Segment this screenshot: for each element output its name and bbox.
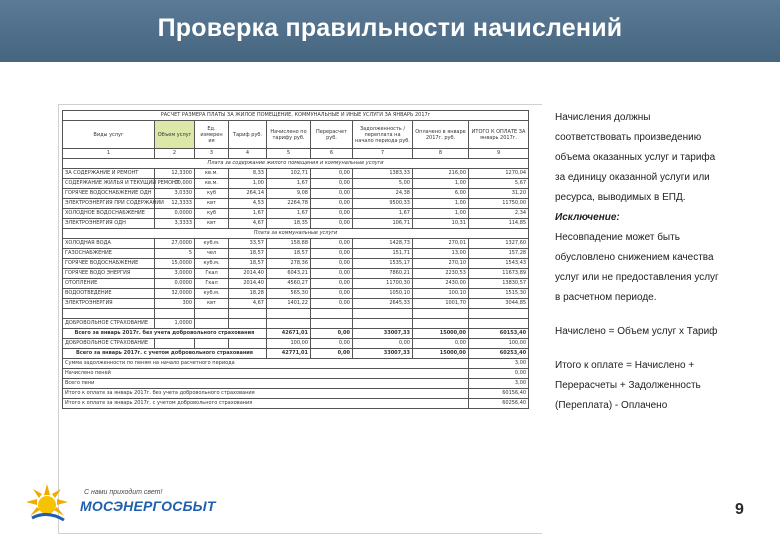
table-row <box>63 189 529 199</box>
table-cell: 9500,33 <box>353 199 413 209</box>
table-cell: 2014,40 <box>229 279 267 289</box>
table-cell: 102,71 <box>267 169 311 179</box>
footer-value: 60256,40 <box>469 398 529 408</box>
table-cell <box>469 318 529 328</box>
table-cell: 12,3333 <box>155 199 195 209</box>
table-cell: ЭЛЕКТРОЭНЕРГИЯ <box>63 299 155 309</box>
table-cell: 1428,73 <box>353 239 413 249</box>
table-cell: ГАЗОСНАБЖЕНИЕ <box>63 249 155 259</box>
note-line: услуг или не предоставления услуг <box>555 272 719 283</box>
table-cell: квт <box>195 199 229 209</box>
table-cell <box>311 309 353 319</box>
table-cell: 6043,21 <box>267 269 311 279</box>
table-cell: 1,67 <box>229 209 267 219</box>
total-value: 60153,40 <box>469 328 529 338</box>
table-cell: 24,38 <box>353 189 413 199</box>
table-cell: 100,10 <box>413 289 469 299</box>
column-number: 5 <box>267 149 311 159</box>
note-line: соответствовать произведению <box>555 132 702 143</box>
table-cell: 1,67 <box>267 179 311 189</box>
table-cell: 0,00 <box>353 338 413 348</box>
table-cell <box>353 309 413 319</box>
table-cell: 11700,30 <box>353 279 413 289</box>
table-cell: 18,57 <box>267 249 311 259</box>
table-cell: 106,71 <box>353 219 413 229</box>
table-cell: СОДЕРЖАНИЕ ЖИЛЬЯ И ТЕКУЩИЙ РЕМОНТ <box>63 179 155 189</box>
total-value: 33007,33 <box>353 328 413 338</box>
table-cell <box>267 318 311 328</box>
table-cell: 11750,00 <box>469 199 529 209</box>
total-value: 33007,33 <box>353 348 413 358</box>
table-cell: куб.м. <box>195 289 229 299</box>
table-cell: 1,0000 <box>155 318 195 328</box>
table-cell: 1,00 <box>229 179 267 189</box>
table-cell: 7860,21 <box>353 269 413 279</box>
table-row <box>63 169 529 179</box>
table-cell: 2430,00 <box>413 279 469 289</box>
table-cell: ХОЛОДНАЯ ВОДА <box>63 239 155 249</box>
column-header: Объем услуг <box>155 121 195 149</box>
table-row <box>63 209 529 219</box>
footer-value: 0,00 <box>469 368 529 378</box>
table-cell: 0,00 <box>311 279 353 289</box>
table-cell: 11673,89 <box>469 269 529 279</box>
table-cell: 0,00 <box>311 219 353 229</box>
table-cell: 270,10 <box>413 259 469 269</box>
table-cell: 1001,70 <box>413 299 469 309</box>
table-cell: квт <box>195 219 229 229</box>
total-value: 15000,00 <box>413 348 469 358</box>
note-line: Перерасчеты + Задолженность <box>555 380 701 391</box>
column-header: ИТОГО К ОПЛАТЕ ЗА январь 2017г. <box>469 121 529 149</box>
table-cell: ХОЛОДНОЕ ВОДОСНАБЖЕНИЕ <box>63 209 155 219</box>
note-line: Начисления должны <box>555 112 651 123</box>
table-cell: ЭЛЕКТРОЭНЕРГИЯ ОДН <box>63 219 155 229</box>
table-cell: квт <box>195 299 229 309</box>
table-cell: 3,0330 <box>155 189 195 199</box>
footer-label: Всего пени <box>63 378 469 388</box>
table-cell: 158,88 <box>267 239 311 249</box>
table-row <box>63 318 529 328</box>
table-cell: 18,35 <box>267 219 311 229</box>
table-cell: 0,0000 <box>155 279 195 289</box>
table-cell: 1543,43 <box>469 259 529 269</box>
table-cell: ДОБРОВОЛЬНОЕ СТРАХОВАНИЕ <box>63 338 155 348</box>
column-number: 1 <box>63 149 155 159</box>
page-title: Проверка правильности начислений <box>157 14 623 42</box>
table-cell: 2014,40 <box>229 269 267 279</box>
table-cell: 00,000 <box>155 179 195 189</box>
table-cell <box>155 309 195 319</box>
note-line: (Переплата) - Оплачено <box>555 400 668 411</box>
footer-value: 60156,40 <box>469 388 529 398</box>
company-logo <box>22 478 222 528</box>
footer-label: Итого к оплате за январь 2017г. с учетом добровольного страхования <box>63 398 469 408</box>
table-row <box>63 249 529 259</box>
section-header: Плата за содержание жилого помещения и коммунальные услуги <box>63 159 529 169</box>
payment-calculation-table <box>62 110 529 409</box>
table-cell: 27,0000 <box>155 239 195 249</box>
table-cell: 0,00 <box>311 189 353 199</box>
table-row <box>63 398 529 408</box>
column-number: 8 <box>413 149 469 159</box>
table-cell: чел <box>195 249 229 259</box>
table-cell: 5 <box>155 249 195 259</box>
table-cell: 114,85 <box>469 219 529 229</box>
table-cell: 18,57 <box>229 259 267 269</box>
payment-table-container <box>62 110 528 409</box>
table-title: РАСЧЕТ РАЗМЕРА ПЛАТЫ ЗА ЖИЛОЕ ПОМЕЩЕНИЕ, КОММУНАЛЬНЫЕ И ИНЫЕ УСЛУГИ ЗА ЯНВАРЬ 2017г <box>63 111 529 121</box>
total-value: 15000,00 <box>413 328 469 338</box>
table-cell: ОТОПЛЕНИЕ <box>63 279 155 289</box>
table-row <box>63 111 529 121</box>
table-cell: 8,33 <box>229 169 267 179</box>
footer-label: Итого к оплате за январь 2017г. без учета добровольного страхования <box>63 388 469 398</box>
table-cell: 0,0000 <box>155 209 195 219</box>
table-row <box>63 309 529 319</box>
table-row <box>63 289 529 299</box>
table-cell: 0,00 <box>311 338 353 348</box>
table-cell: 4,67 <box>229 219 267 229</box>
table-cell: куб <box>195 209 229 219</box>
table-cell: 15,0000 <box>155 259 195 269</box>
table-row <box>63 348 529 358</box>
table-cell: ГОРЯЧЕЕ ВОДО ЭНЕРГИЯ <box>63 269 155 279</box>
table-row <box>63 121 529 149</box>
table-cell: 6,00 <box>413 189 469 199</box>
note-line: объема оказанных услуг и тарифа <box>555 152 716 163</box>
table-row <box>63 159 529 169</box>
table-row <box>63 368 529 378</box>
table-cell: 1,00 <box>413 179 469 189</box>
table-cell: ЗА СОДЕРЖАНИЕ И РЕМОНТ <box>63 169 155 179</box>
column-header: Начислено по тарифу руб. <box>267 121 311 149</box>
table-cell: 100,00 <box>469 338 529 348</box>
table-cell: 4,53 <box>229 199 267 209</box>
column-number: 7 <box>353 149 413 159</box>
table-cell <box>63 309 155 319</box>
table-cell: 151,71 <box>353 249 413 259</box>
column-header: Тариф руб. <box>229 121 267 149</box>
column-header: Виды услуг <box>63 121 155 149</box>
note-line: Несовпадение может быть <box>555 232 680 243</box>
table-cell: 1401,22 <box>267 299 311 309</box>
table-cell: куб.м. <box>195 239 229 249</box>
table-cell: 32,0000 <box>155 289 195 299</box>
table-cell <box>195 318 229 328</box>
logo-name: МОСЭНЕРГОСБЫТ <box>80 498 216 514</box>
footer-label: Начислено пеней <box>63 368 469 378</box>
table-cell: 13830,57 <box>469 279 529 289</box>
table-cell: 0,00 <box>311 199 353 209</box>
table-cell: 13,00 <box>413 249 469 259</box>
table-cell: 1327,60 <box>469 239 529 249</box>
sun-logo-icon <box>22 480 72 526</box>
note-line: обусловлено снижением качества <box>555 252 714 263</box>
table-row <box>63 199 529 209</box>
table-cell: куб <box>195 189 229 199</box>
table-row <box>63 269 529 279</box>
table-cell: 0,00 <box>311 179 353 189</box>
footer-label: Сумма задолженности по пеням на начало расчетного периода <box>63 358 469 368</box>
table-cell: 18,28 <box>229 289 267 299</box>
table-cell: ГОРЯЧЕЕ ВОДОСНАБЖЕНИЕ <box>63 259 155 269</box>
total-value: 42771,01 <box>267 348 311 358</box>
table-cell: 33,57 <box>229 239 267 249</box>
column-number: 9 <box>469 149 529 159</box>
table-cell: 0,00 <box>311 299 353 309</box>
table-cell: 300 <box>155 299 195 309</box>
table-cell: 4560,27 <box>267 279 311 289</box>
column-header: Оплачено в январе 2017г. руб. <box>413 121 469 149</box>
column-header: Перерасчет руб. <box>311 121 353 149</box>
table-cell: 264,14 <box>229 189 267 199</box>
table-cell: 3,0000 <box>155 269 195 279</box>
table-cell <box>413 318 469 328</box>
footer-value: 3,00 <box>469 378 529 388</box>
total-value: 0,00 <box>311 348 353 358</box>
table-cell: 0,00 <box>311 259 353 269</box>
table-cell: 1383,33 <box>353 169 413 179</box>
table-row <box>63 358 529 368</box>
page-number: 9 <box>735 501 744 518</box>
table-cell <box>267 309 311 319</box>
table-cell: 3044,85 <box>469 299 529 309</box>
table-cell <box>311 318 353 328</box>
header-bar <box>0 0 780 62</box>
table-cell: 9,08 <box>267 189 311 199</box>
table-cell: 0,00 <box>311 209 353 219</box>
table-row <box>63 279 529 289</box>
table-cell: 4,67 <box>229 299 267 309</box>
table-cell: 216,00 <box>413 169 469 179</box>
column-number: 2 <box>155 149 195 159</box>
table-cell: ДОБРОВОЛЬНОЕ СТРАХОВАНИЕ <box>63 318 155 328</box>
table-cell <box>229 318 267 328</box>
table-cell: 1515,30 <box>469 289 529 299</box>
exception-heading: Исключение: <box>555 212 620 223</box>
table-row <box>63 239 529 249</box>
table-cell: 565,30 <box>267 289 311 299</box>
table-cell: 12,3300 <box>155 169 195 179</box>
column-header: Ед. измерен ия <box>195 121 229 149</box>
table-cell: ВОДООТВЕДЕНИЕ <box>63 289 155 299</box>
table-cell: 10,31 <box>413 219 469 229</box>
table-cell: 0,00 <box>311 249 353 259</box>
table-cell: 0,00 <box>311 169 353 179</box>
table-cell <box>353 318 413 328</box>
table-cell: 0,00 <box>311 239 353 249</box>
logo-tagline: С нами приходит свет! <box>84 489 163 496</box>
table-cell <box>229 338 267 348</box>
table-cell: 18,57 <box>229 249 267 259</box>
table-row <box>63 229 529 239</box>
table-row <box>63 378 529 388</box>
table-cell: 2645,33 <box>353 299 413 309</box>
table-cell: 157,28 <box>469 249 529 259</box>
table-cell: Гкал <box>195 279 229 289</box>
total-value: 60253,40 <box>469 348 529 358</box>
table-cell: 1,67 <box>353 209 413 219</box>
table-row <box>63 388 529 398</box>
total-label: Всего за январь 2017г. без учета добровольного страхования <box>63 328 267 338</box>
table-cell: 2,34 <box>469 209 529 219</box>
table-cell: 1270,04 <box>469 169 529 179</box>
table-cell <box>155 338 195 348</box>
table-cell: ЭЛЕКТРОЭНЕРГИЯ ПРИ СОДЕРЖАНИИ <box>63 199 155 209</box>
table-cell <box>413 309 469 319</box>
table-cell: Гкал <box>195 269 229 279</box>
column-number: 3 <box>195 149 229 159</box>
table-cell: 270,01 <box>413 239 469 249</box>
table-cell: 0,00 <box>413 338 469 348</box>
formula-line: Начислено = Объем услуг х Тариф <box>555 326 718 337</box>
table-cell: 1,67 <box>267 209 311 219</box>
note-line: Итого к оплате = Начислено + <box>555 360 695 371</box>
table-cell <box>195 309 229 319</box>
table-cell <box>229 309 267 319</box>
section-header: Плата за коммунальные услуги <box>63 229 529 239</box>
table-cell <box>195 338 229 348</box>
column-number: 6 <box>311 149 353 159</box>
column-header: Задолженность / переплата на начало периода руб. <box>353 121 413 149</box>
table-cell: 3,3333 <box>155 219 195 229</box>
total-label: Всего за январь 2017г. с учетом добровольного страхования <box>63 348 267 358</box>
explanation-notes <box>555 108 770 416</box>
total-value: 0,00 <box>311 328 353 338</box>
table-row <box>63 338 529 348</box>
table-cell: 0,00 <box>311 269 353 279</box>
note-line: в расчетном периоде. <box>555 292 657 303</box>
table-cell: 2230,53 <box>413 269 469 279</box>
table-cell: куб.м. <box>195 259 229 269</box>
table-row <box>63 219 529 229</box>
column-number: 4 <box>229 149 267 159</box>
table-cell: 5,67 <box>469 179 529 189</box>
table-cell: 100,00 <box>267 338 311 348</box>
table-row <box>63 259 529 269</box>
table-cell: 5,00 <box>353 179 413 189</box>
table-cell: 278,36 <box>267 259 311 269</box>
table-cell <box>469 309 529 319</box>
note-line: ресурса, выводимых в ЕПД. <box>555 192 686 203</box>
table-cell: 31,20 <box>469 189 529 199</box>
table-cell: 0,00 <box>311 289 353 299</box>
table-cell: кв.м. <box>195 179 229 189</box>
table-cell: кв.м. <box>195 169 229 179</box>
table-cell: 1,00 <box>413 209 469 219</box>
table-row <box>63 299 529 309</box>
table-cell: 1535,17 <box>353 259 413 269</box>
table-cell: 2264,78 <box>267 199 311 209</box>
table-cell: 1050,10 <box>353 289 413 299</box>
table-cell: ГОРЯЧЕЕ ВОДОСНАБЖЕНИЕ ОДН <box>63 189 155 199</box>
table-cell: 1,00 <box>413 199 469 209</box>
table-row <box>63 328 529 338</box>
table-row <box>63 179 529 189</box>
table-row <box>63 149 529 159</box>
footer-value: 3,00 <box>469 358 529 368</box>
total-value: 42671,01 <box>267 328 311 338</box>
note-line: за единицу оказанной услуги или <box>555 172 710 183</box>
